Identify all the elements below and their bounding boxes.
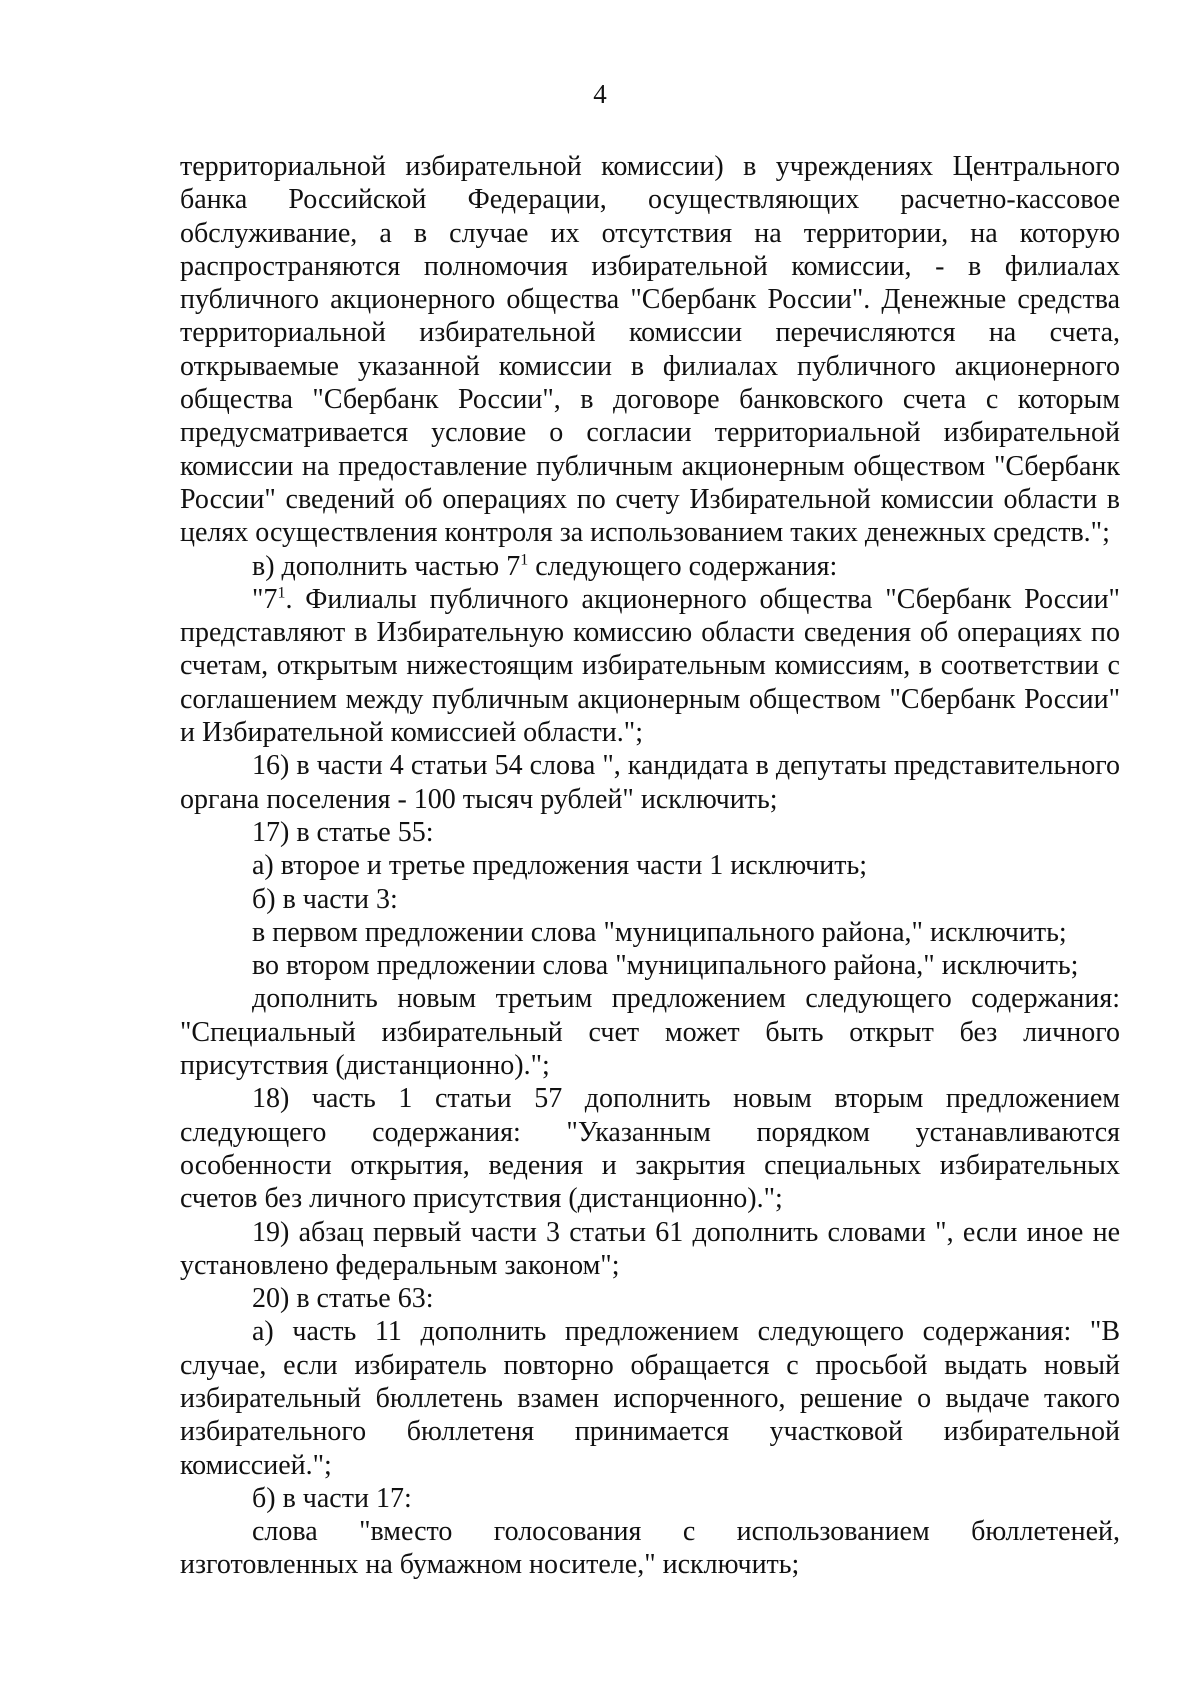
paragraph-continuation: территориальной избирательной комиссии) в учреждениях Центрального банка Российской Федерации, осуществляющих расчетно-кассовое обслуживание, а в случае их отсутствия на территории, на которую распространяются полномочия избирательной комиссии, - в филиалах публичного акционерного общества "Сбербанк России". Денежные средства территориальной избирательной комиссии перечисляются на счета, открываемые указанной комиссии в филиалах публичного акционерного общества "Сбербанк России", в договоре банковского счета с которым предусматривается условие о согласии территориальной избирательной комиссии на предоставление публичным акционерным обществом "Сбербанк России" сведений об операциях по счету Избирательной комиссии области в целях осуществления контроля за использованием таких денежных средств."; xyxy=(180,151,1120,549)
paragraph-item-20: 20) в статье 63: xyxy=(252,1283,434,1315)
paragraph-item-16: 16) в части 4 статьи 54 слова ", кандидата в депутаты представительного органа поселения - 100 тысяч рублей" исключить; xyxy=(180,750,1120,815)
paragraph-item-19: 19) абзац первый части 3 статьи 61 дополнить словами ", если иное не установлено федеральным законом"; xyxy=(180,1216,1120,1281)
paragraph-item-17-b: б) в части 3: xyxy=(252,883,398,915)
paragraph-item-17-a: а) второе и третье предложения части 1 исключить; xyxy=(252,850,868,882)
paragraph-second-sentence: во втором предложении слова "муниципального района," исключить; xyxy=(252,950,1079,982)
paragraph-item-17: 17) в статье 55: xyxy=(252,816,434,848)
paragraph-words-excluded: слова "вместо голосования с использованием бюллетеней, изготовленных на бумажном носителе," исключить; xyxy=(180,1516,1120,1581)
paragraph-first-sentence: в первом предложении слова "муниципального района," исключить; xyxy=(252,916,1067,948)
paragraph-third-sentence: дополнить новым третьим предложением следующего содержания: "Специальный избирательный счет может быть открыт без личного присутствия (дистанционно)."; xyxy=(180,983,1120,1082)
document-body xyxy=(180,150,1120,1582)
superscript: 1 xyxy=(277,584,286,602)
paragraph-item-20-a: а) часть 11 дополнить предложением следующего содержания: "В случае, если избиратель повторно обращается с просьбой выдать новый избирательный бюллетень взамен испорченного, решение о выдаче такого избирательного бюллетеня принимается участковой избирательной комиссией."; xyxy=(180,1316,1120,1481)
paragraph-item-18: 18) часть 1 статьи 57 дополнить новым вторым предложением следующего содержания: "Указанным порядком устанавливаются особенности открытия, ведения и закрытия специальных избирательных счетов без личного присутствия (дистанционно)."; xyxy=(180,1083,1120,1215)
page-number: 4 xyxy=(593,79,607,109)
paragraph-item-20-b: б) в части 17: xyxy=(252,1482,412,1514)
paragraph-part-7-1: "$7^1$. Филиалы публичного акционерного общества "Сбербанк России" представляют в Избирательную комиссию области сведения об операциях по счетам, открытым нижестоящим избирательным комиссиям, в соответствии с соглашением между публичным акционерным обществом "Сбербанк России" и Избирательной комиссией области."; xyxy=(180,583,1120,749)
paragraph-item-v: в) дополнить частью $7^1$ следующего содержания: xyxy=(252,550,838,582)
superscript: 1 xyxy=(520,551,529,569)
